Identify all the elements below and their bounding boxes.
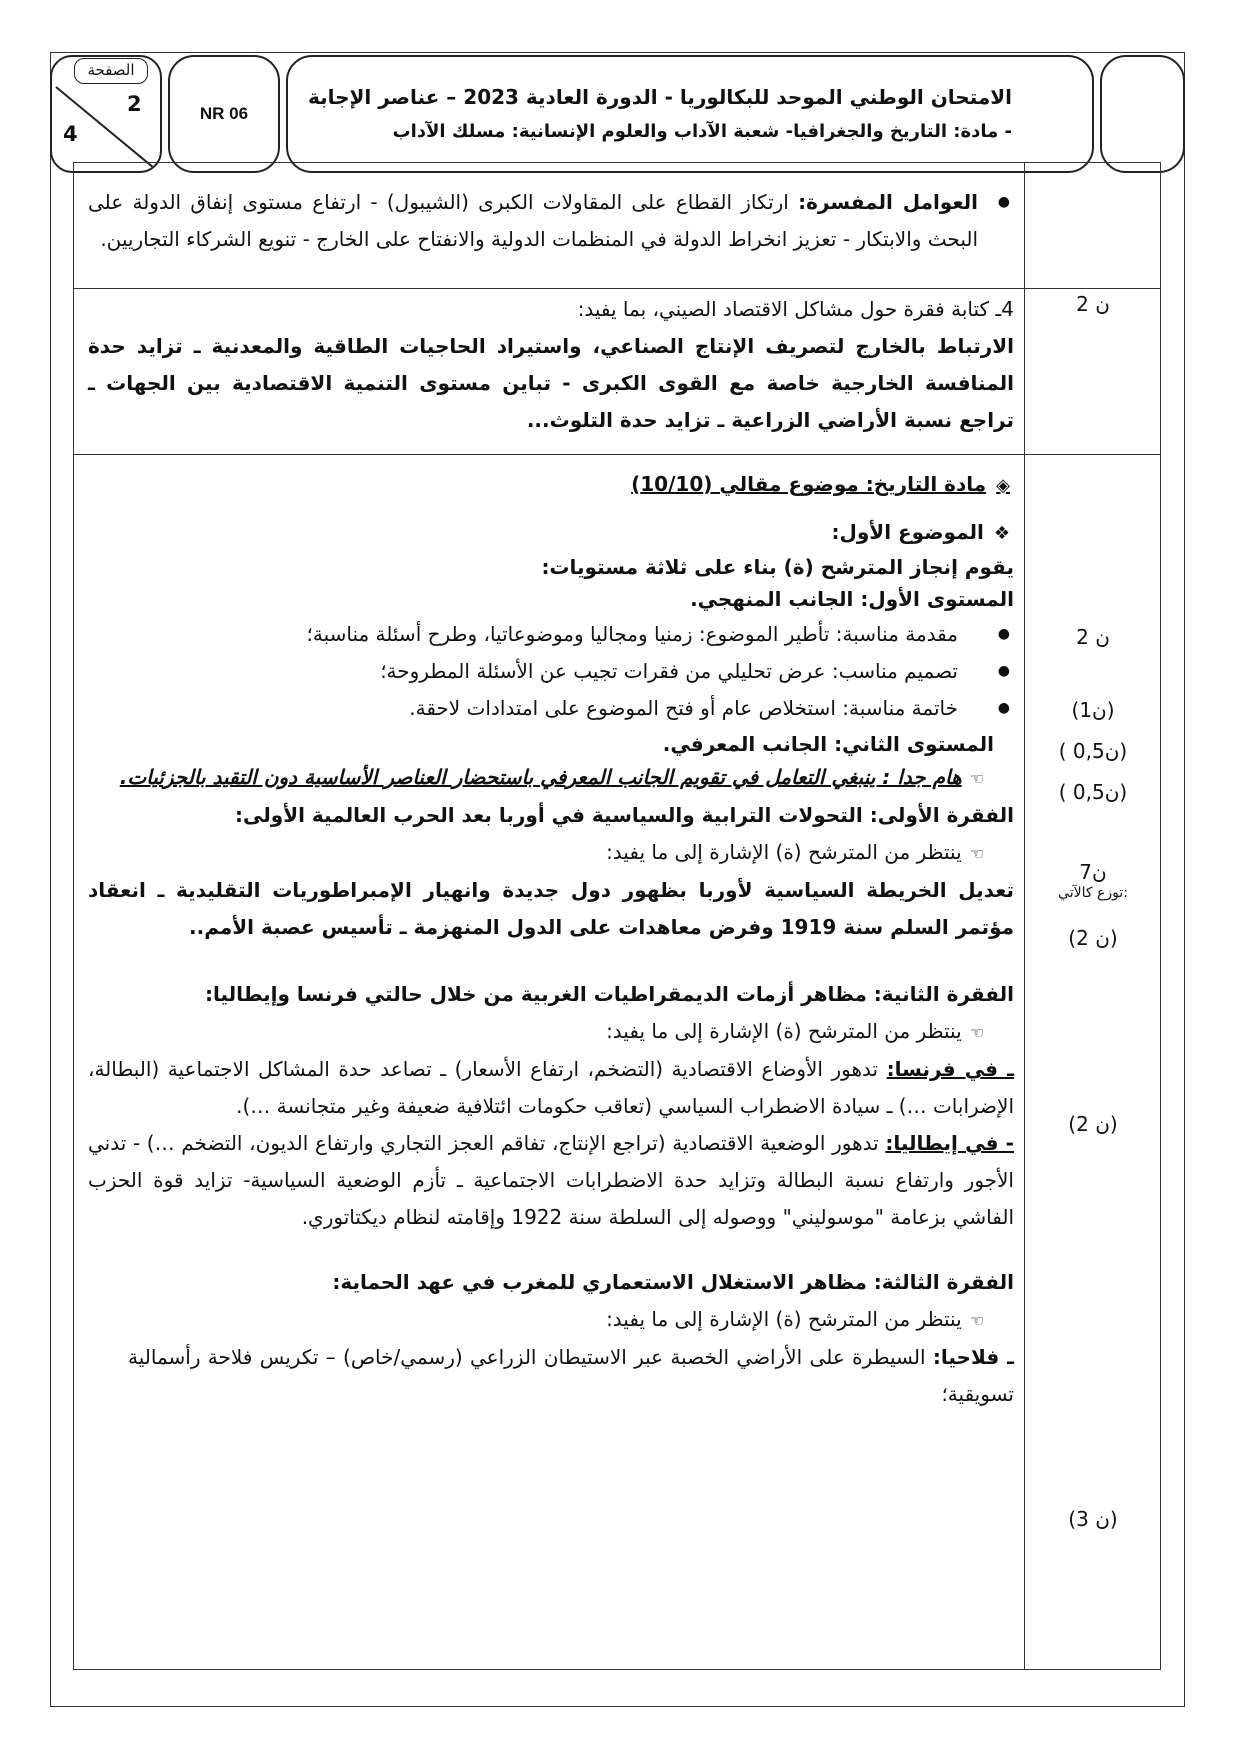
bullet-intro: ● مقدمة مناسبة: تأطير الموضوع: زمنيا ومجاليا وموضوعاتيا، وطرح أسئلة مناسبة؛ xyxy=(88,616,1014,653)
mark-knowledge-note: توزع كالآتي: xyxy=(1058,885,1128,901)
row-divider xyxy=(73,454,1161,455)
subject-line: - مادة: التاريخ والجغرافيا- شعبة الآداب والعلوم الإنسانية: مسلك الآداب xyxy=(392,121,1012,142)
mark-essay: 2 ن xyxy=(1076,625,1110,649)
levels-intro: يقوم إنجاز المترشح (ة) بناء على ثلاثة مستويات: xyxy=(541,555,1014,579)
diamond-bullet-icon: ◈ xyxy=(996,475,1010,496)
history-subject-title: مادة التاريخ: موضوع مقالي (10/10) xyxy=(631,472,987,496)
paragraph-1-title: الفقرة الأولى: التحولات الترابية والسياسية في أوربا بعد الحرب العالمية الأولى: xyxy=(235,803,1014,827)
bullet-conclusion: ● خاتمة مناسبة: استخلاص عام أو فتح الموضوع على امتدادات لاحقة. xyxy=(88,690,1014,727)
paragraph-2-title: الفقرة الثانية: مظاهر أزمات الديمقراطيات الغربية من خلال حالتي فرنسا وإيطاليا: xyxy=(205,982,1014,1006)
answer-4: الارتباط بالخارج لتصريف الإنتاج الصناعي، واستيراد الحاجيات الطاقية والمعدنية ـ تزايد حدة المنافسة الخارجية خاصة مع القوى الكبرى - تباين مستوى التنمية الاقتصادية بين الجهات ـ تراجع نسبة الأراضي الزراعية ـ تزايد حدة التلوث... xyxy=(88,334,1014,432)
level-2: المستوى الثاني: الجانب المعرفي. xyxy=(662,732,994,756)
mark-design: ( 0,5ن) xyxy=(1058,739,1128,763)
marks-column-divider xyxy=(1024,162,1025,1670)
mark-paragraph-2: (2 ن) xyxy=(1068,1112,1118,1136)
exam-title: الامتحان الوطني الموحد للبكالوريا - الدورة العادية 2023 – عناصر الإجابة xyxy=(307,85,1012,109)
topic-one: الموضوع الأول: xyxy=(831,520,984,544)
mark-knowledge-value: 7ن xyxy=(1079,860,1107,884)
pointing-hand-icon: ☜ xyxy=(969,1023,984,1042)
mark-paragraph-3: (3 ن) xyxy=(1068,1507,1118,1531)
bullet-design: ● تصميم مناسب: عرض تحليلي من فقرات تجيب عن الأسئلة المطروحة؛ xyxy=(88,653,1014,690)
page-current: 2 xyxy=(127,92,142,116)
mark-knowledge xyxy=(1028,860,1158,902)
page-label: الصفحة xyxy=(74,58,148,84)
four-star-bullet-icon: ❖ xyxy=(993,523,1010,544)
header-title-box xyxy=(286,55,1094,173)
agriculture-label: ـ فلاحيا: xyxy=(932,1345,1015,1369)
italy-label: - في إيطاليا: xyxy=(885,1131,1014,1155)
level-1: المستوى الأول: الجانب المنهجي. xyxy=(690,587,1014,611)
agriculture-text: السيطرة على الأراضي الخصبة عبر الاستيطان الزراعي (رسمي/خاص) – تكريس فلاحة رأسمالية تسويقية؛ xyxy=(128,1345,1014,1406)
page-total: 4 xyxy=(63,122,78,146)
row-china-problems xyxy=(88,291,1014,439)
paragraph-1-text: تعديل الخريطة السياسية لأوربا بظهور دول جديدة وانهيار الإمبراطوريات التقليدية ـ انعقاد مؤتمر السلم سنة 1919 وفرض معاهدات على الدول المنهزمة ـ تأسيس عصبة الأمم.. xyxy=(88,878,1014,939)
pointing-hand-icon: ☜ xyxy=(969,1311,984,1330)
mark-question-4: 2 ن xyxy=(1076,292,1110,316)
history-section xyxy=(88,466,1014,1413)
header-blank-box xyxy=(1100,55,1185,173)
paragraph-3-title: الفقرة الثالثة: مظاهر الاستغلال الاستعماري للمغرب في عهد الحماية: xyxy=(332,1270,1014,1294)
factors-text: ارتكاز القطاع على المقاولات الكبرى (الشيبول) - ارتفاع مستوى إنفاق الدولة على البحث والابتكار - تعزيز انخراط الدولة في المنظمات الدولية والانفتاح على الخارج - تنويع الشركاء التجاريين. xyxy=(88,190,978,251)
mark-intro: (1ن) xyxy=(1071,698,1115,722)
expect-line: ينتظر من المترشح (ة) الإشارة إلى ما يفيد: xyxy=(606,1307,962,1331)
france-label: ـ في فرنسا: xyxy=(886,1057,1014,1081)
mark-conclusion: ( 0,5ن) xyxy=(1058,780,1128,804)
question-4: 4ـ كتابة فقرة حول مشاكل الاقتصاد الصيني، بما يفيد: xyxy=(577,297,1014,321)
factors-label: العوامل المفسرة: xyxy=(798,190,979,214)
italy-text: تدهور الوضعية الاقتصادية (تراجع الإنتاج، تفاقم العجز التجاري وارتفاع الديون، التضخم …) - تدني الأجور وارتفاع نسبة البطالة وتزايد حدة الاضطرابات الاجتماعية ـ تأزم الوضعية السياسية- تزايد قوة الحزب الفاشي بزعامة "موسوليني" ووصوله إلى السلطة سنة 1922 وإقامته لنظام ديكتاتوري. xyxy=(88,1131,1014,1229)
pointing-hand-icon: ☜ xyxy=(969,844,984,863)
expect-line: ينتظر من المترشح (ة) الإشارة إلى ما يفيد: xyxy=(606,840,962,864)
mark-paragraph-1: (2 ن) xyxy=(1068,926,1118,950)
important-note: هام جدا : ينبغي التعامل في تقويم الجانب المعرفي باستحضار العناصر الأساسية دون التقيد بالجزئيات. xyxy=(119,765,962,789)
exam-code: NR 06 xyxy=(199,104,249,123)
france-text: تدهور الأوضاع الاقتصادية (التضخم، ارتفاع الأسعار) ـ تصاعد حدة المشاكل الاجتماعية (البطالة، الإضرابات …) ـ سيادة الاضطراب السياسي (تعاقب حكومات ائتلافية ضعيفة وغير متجانسة …). xyxy=(88,1057,1014,1118)
row-geo-factors xyxy=(88,184,1014,258)
expect-line: ينتظر من المترشح (ة) الإشارة إلى ما يفيد: xyxy=(606,1019,962,1043)
pointing-hand-icon: ☜ xyxy=(969,769,984,788)
row-divider xyxy=(73,288,1161,289)
